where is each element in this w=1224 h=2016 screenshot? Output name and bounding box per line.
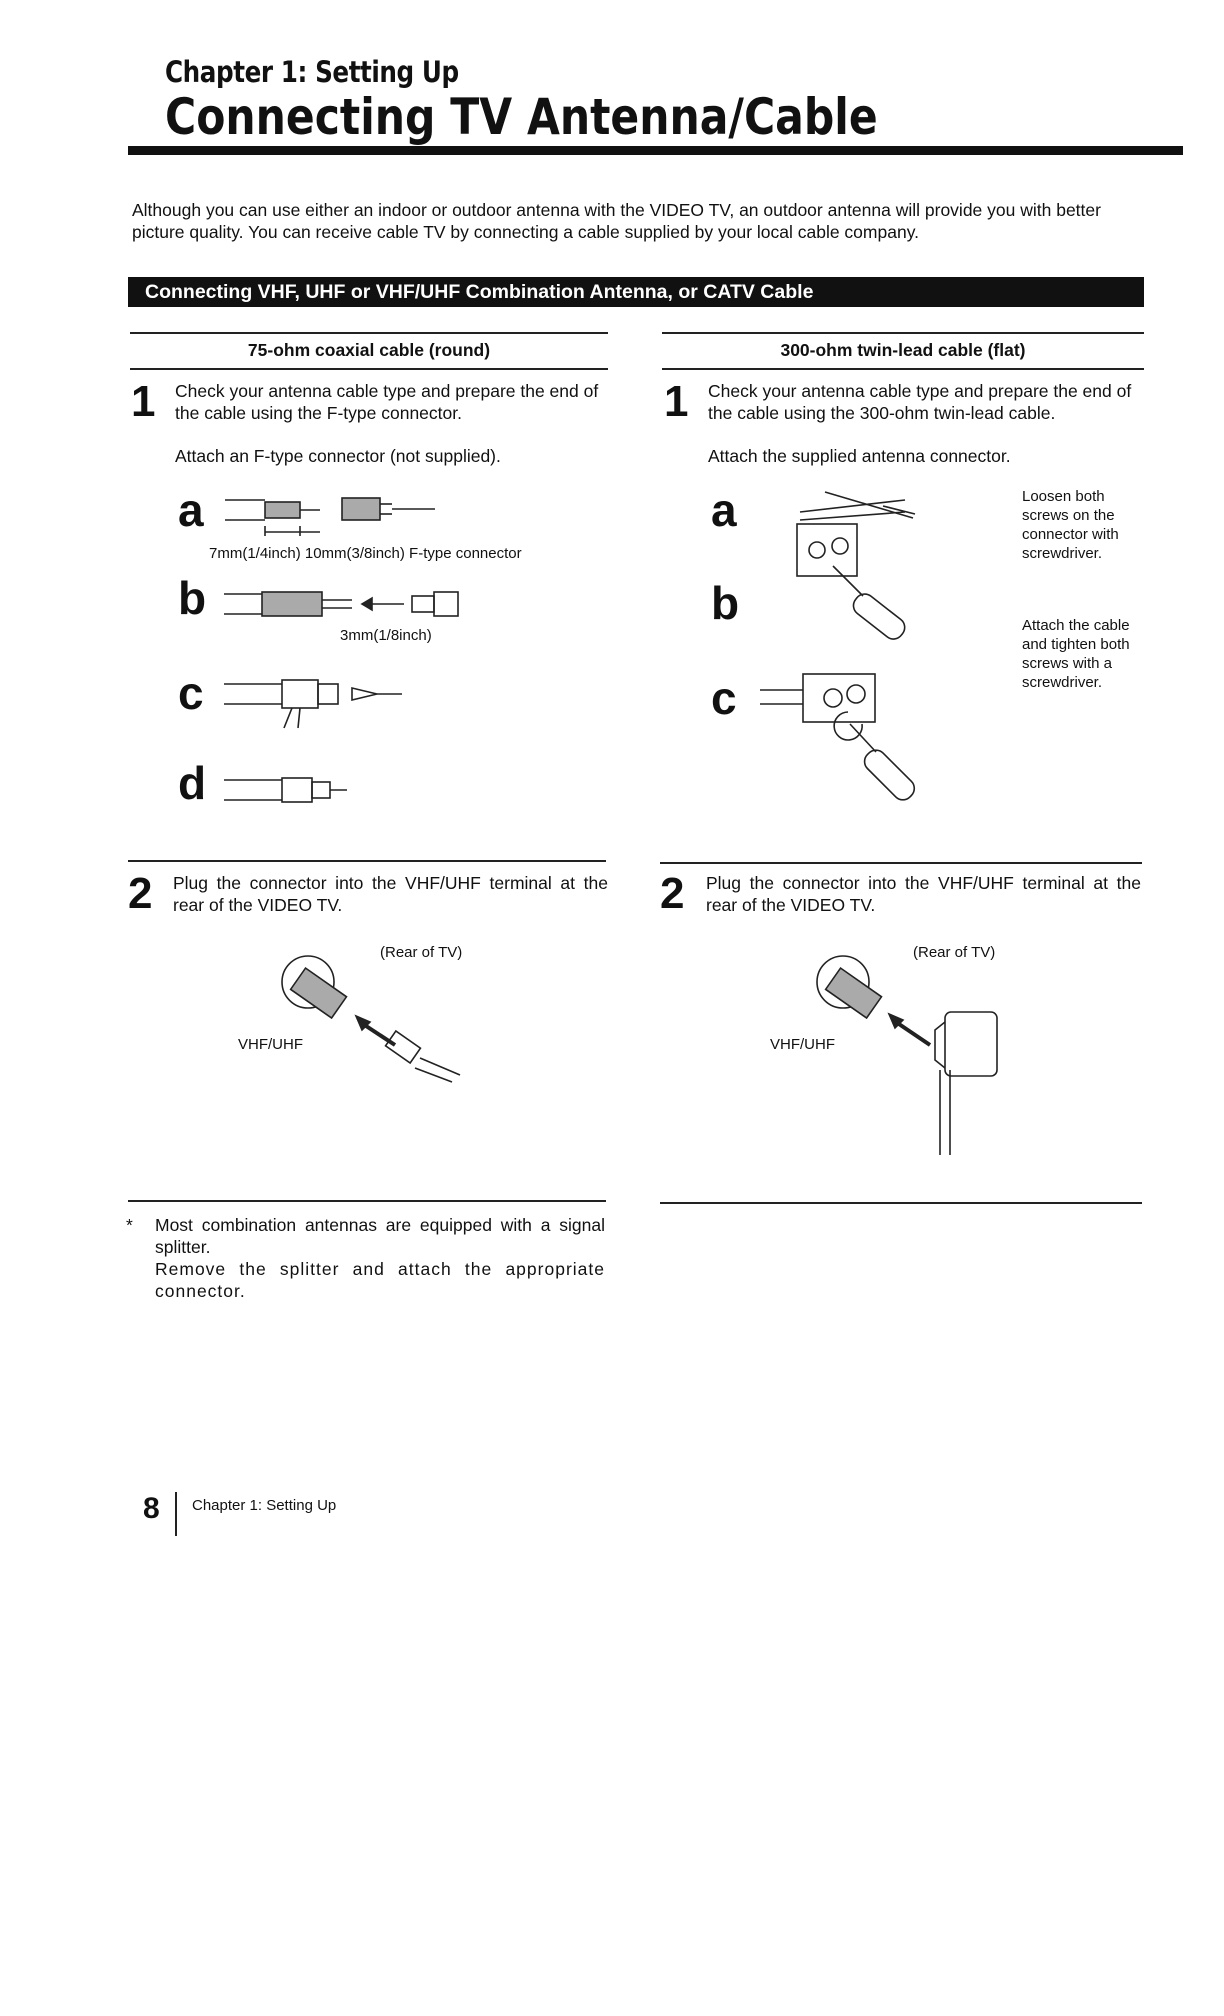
right-terminal-illustration (805, 950, 1005, 1160)
right-step2-number: 2 (660, 869, 685, 918)
left-attach-text: Attach an F-type connector (not supplied). (175, 446, 501, 466)
right-step2-rule (660, 862, 1142, 864)
left-step1-number: 1 (131, 377, 156, 426)
left-dim-a: 7mm(1/4inch) 10mm(3/8inch) F-type connector (209, 545, 522, 562)
intro-paragraph: Although you can use either an indoor or outdoor antenna with the VIDEO TV, an outdoor antenna will provide you with better picture quality. You can receive cable TV by connecting a cable supplied by your local cable company. (132, 200, 1101, 242)
right-heading-rule-bottom (662, 368, 1144, 370)
right-column-heading: 300-ohm twin-lead cable (flat) (780, 340, 1026, 360)
left-label-d: d (178, 757, 207, 809)
page-title: Connecting TV Antenna/Cable (165, 88, 878, 146)
left-rear-label: (Rear of TV) (380, 944, 463, 961)
right-rear-label: (Rear of TV) (913, 944, 996, 961)
right-label-c: c (711, 672, 737, 724)
right-attach-text: Attach the supplied antenna connector. (708, 446, 1011, 466)
coax-connector-illustration (222, 588, 472, 624)
coax-finished-illustration (222, 772, 352, 808)
coax-strip-illustration (220, 492, 450, 542)
left-dim-b: 3mm(1/8inch) (340, 627, 432, 644)
right-bottom-rule (660, 1202, 1142, 1204)
right-step1-number: 1 (664, 377, 689, 426)
left-label-b: b (178, 572, 207, 624)
right-terminal-label: VHF/UHF (770, 1036, 835, 1053)
section-title-bar: Connecting VHF, UHF or VHF/UHF Combination Antenna, or CATV Cable (128, 277, 1144, 307)
footnote-line1: Most combination antennas are equipped with a signal splitter. (155, 1215, 605, 1257)
footnote-line2: Remove the splitter and attach the appropriate connector. (155, 1259, 605, 1301)
left-step1-text: Check your antenna cable type and prepare the end of the cable using the F-type connector. (175, 381, 599, 423)
left-column-heading: 75-ohm coaxial cable (round) (247, 340, 491, 360)
right-note-loosen: Loosen both screws on the connector with screwdriver. (1022, 488, 1119, 562)
right-heading-rule-top (662, 332, 1144, 334)
twinlead-screwdriver-illustration (795, 520, 935, 650)
left-label-c: c (178, 667, 204, 719)
page-number: 8 (143, 1492, 160, 1525)
coax-crimp-illustration (222, 670, 412, 730)
right-step2-text: Plug the connector into the VHF/UHF terminal at the rear of the VIDEO TV. (706, 873, 1141, 915)
right-step1-text: Check your antenna cable type and prepare the end of the cable using the 300-ohm twin-lead cable. (708, 381, 1132, 423)
left-bottom-rule (128, 1200, 606, 1202)
footer-chapter: Chapter 1: Setting Up (192, 1497, 337, 1514)
left-terminal-illustration (270, 950, 470, 1080)
right-label-b: b (711, 577, 740, 629)
right-note-attach: Attach the cable and tighten both screws with a screwdriver. (1022, 617, 1130, 691)
left-heading-rule-top (130, 332, 608, 334)
footer-divider (175, 1492, 177, 1536)
left-step2-rule (128, 860, 606, 862)
chapter-label: Chapter 1: Setting Up (165, 55, 459, 89)
left-step2-text: Plug the connector into the VHF/UHF terminal at the rear of the VIDEO TV. (173, 873, 608, 915)
right-label-a: a (711, 484, 737, 536)
left-label-a: a (178, 484, 204, 536)
left-step2-number: 2 (128, 869, 153, 918)
left-terminal-label: VHF/UHF (238, 1036, 303, 1053)
title-rule (128, 146, 1183, 155)
twinlead-tighten-illustration (758, 668, 948, 788)
footnote-marker: * (126, 1215, 133, 1235)
left-heading-rule-bottom (130, 368, 608, 370)
